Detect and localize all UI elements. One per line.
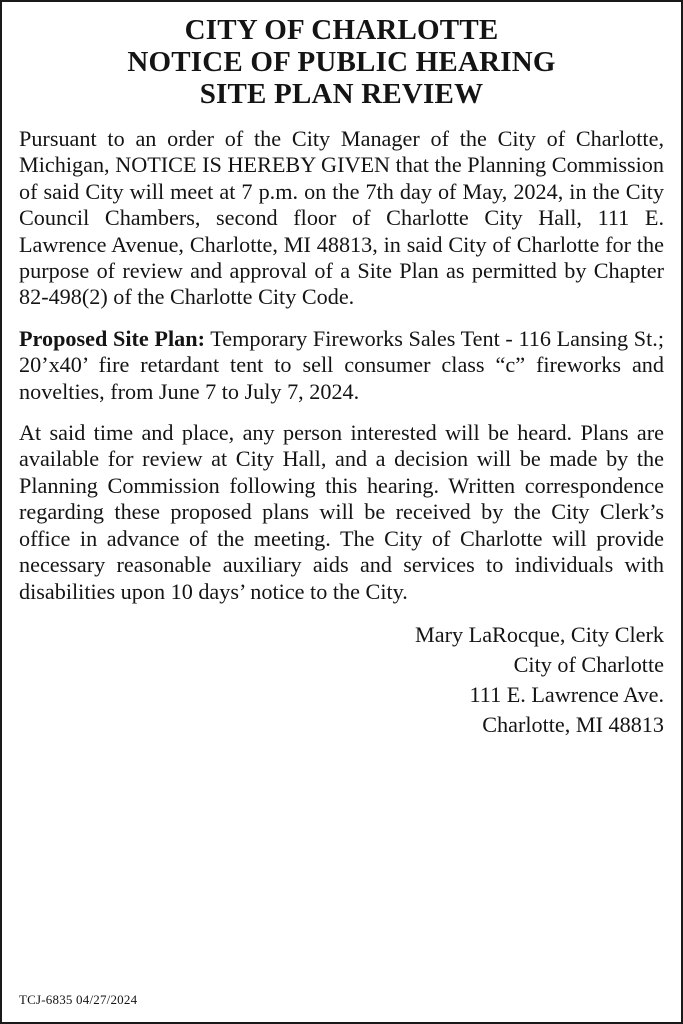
- notice-title: [2, 14, 681, 110]
- title-line-2: NOTICE OF PUBLIC HEARING: [127, 46, 556, 78]
- signature-city: Charlotte, MI 48813: [482, 711, 664, 737]
- signature-name: Mary LaRocque, City Clerk: [415, 621, 664, 647]
- proposed-site-plan-text: Temporary Fireworks Sales Tent - 116 Lansing St.; 20’x40’ fire retardant tent to sell consumer class “c” fireworks and novelties, from June 7 to July 7, 2024.: [19, 325, 664, 404]
- title-line-3: SITE PLAN REVIEW: [199, 78, 484, 110]
- proposed-site-plan-label: Proposed Site Plan:: [19, 325, 205, 351]
- title-line-1: CITY OF CHARLOTTE: [184, 14, 499, 46]
- signature-street: 111 E. Lawrence Ave.: [469, 681, 664, 707]
- notice-body: [19, 126, 664, 740]
- signature-block: [19, 620, 664, 740]
- publication-reference: TCJ-6835 04/27/2024: [19, 992, 138, 1007]
- proposed-site-plan-paragraph: [19, 326, 664, 405]
- signature-org: City of Charlotte: [513, 651, 664, 677]
- intro-paragraph: Pursuant to an order of the City Manager of the City of Charlotte, Michigan, NOTICE IS HEREBY GIVEN that the Planning Commission of said City will meet at 7 p.m. on the 7th day of May, 2024, in the City Council Chambers, second floor of Charlotte City Hall, 111 E. Lawrence Avenue, Charlotte, MI 48813, in said City of Charlotte for the purpose of review and approval of a Site Plan as permitted by Chapter 82-498(2) of the Charlotte City Code.: [19, 126, 664, 310]
- hearing-paragraph: At said time and place, any person interested will be heard. Plans are available for review at City Hall, and a decision will be made by the Planning Commission following this hearing. Written correspondence regarding these proposed plans will be received by the City Clerk’s office in advance of the meeting. The City of Charlotte will provide necessary reasonable auxiliary aids and services to individuals with disabilities upon 10 days’ notice to the City.: [19, 420, 664, 604]
